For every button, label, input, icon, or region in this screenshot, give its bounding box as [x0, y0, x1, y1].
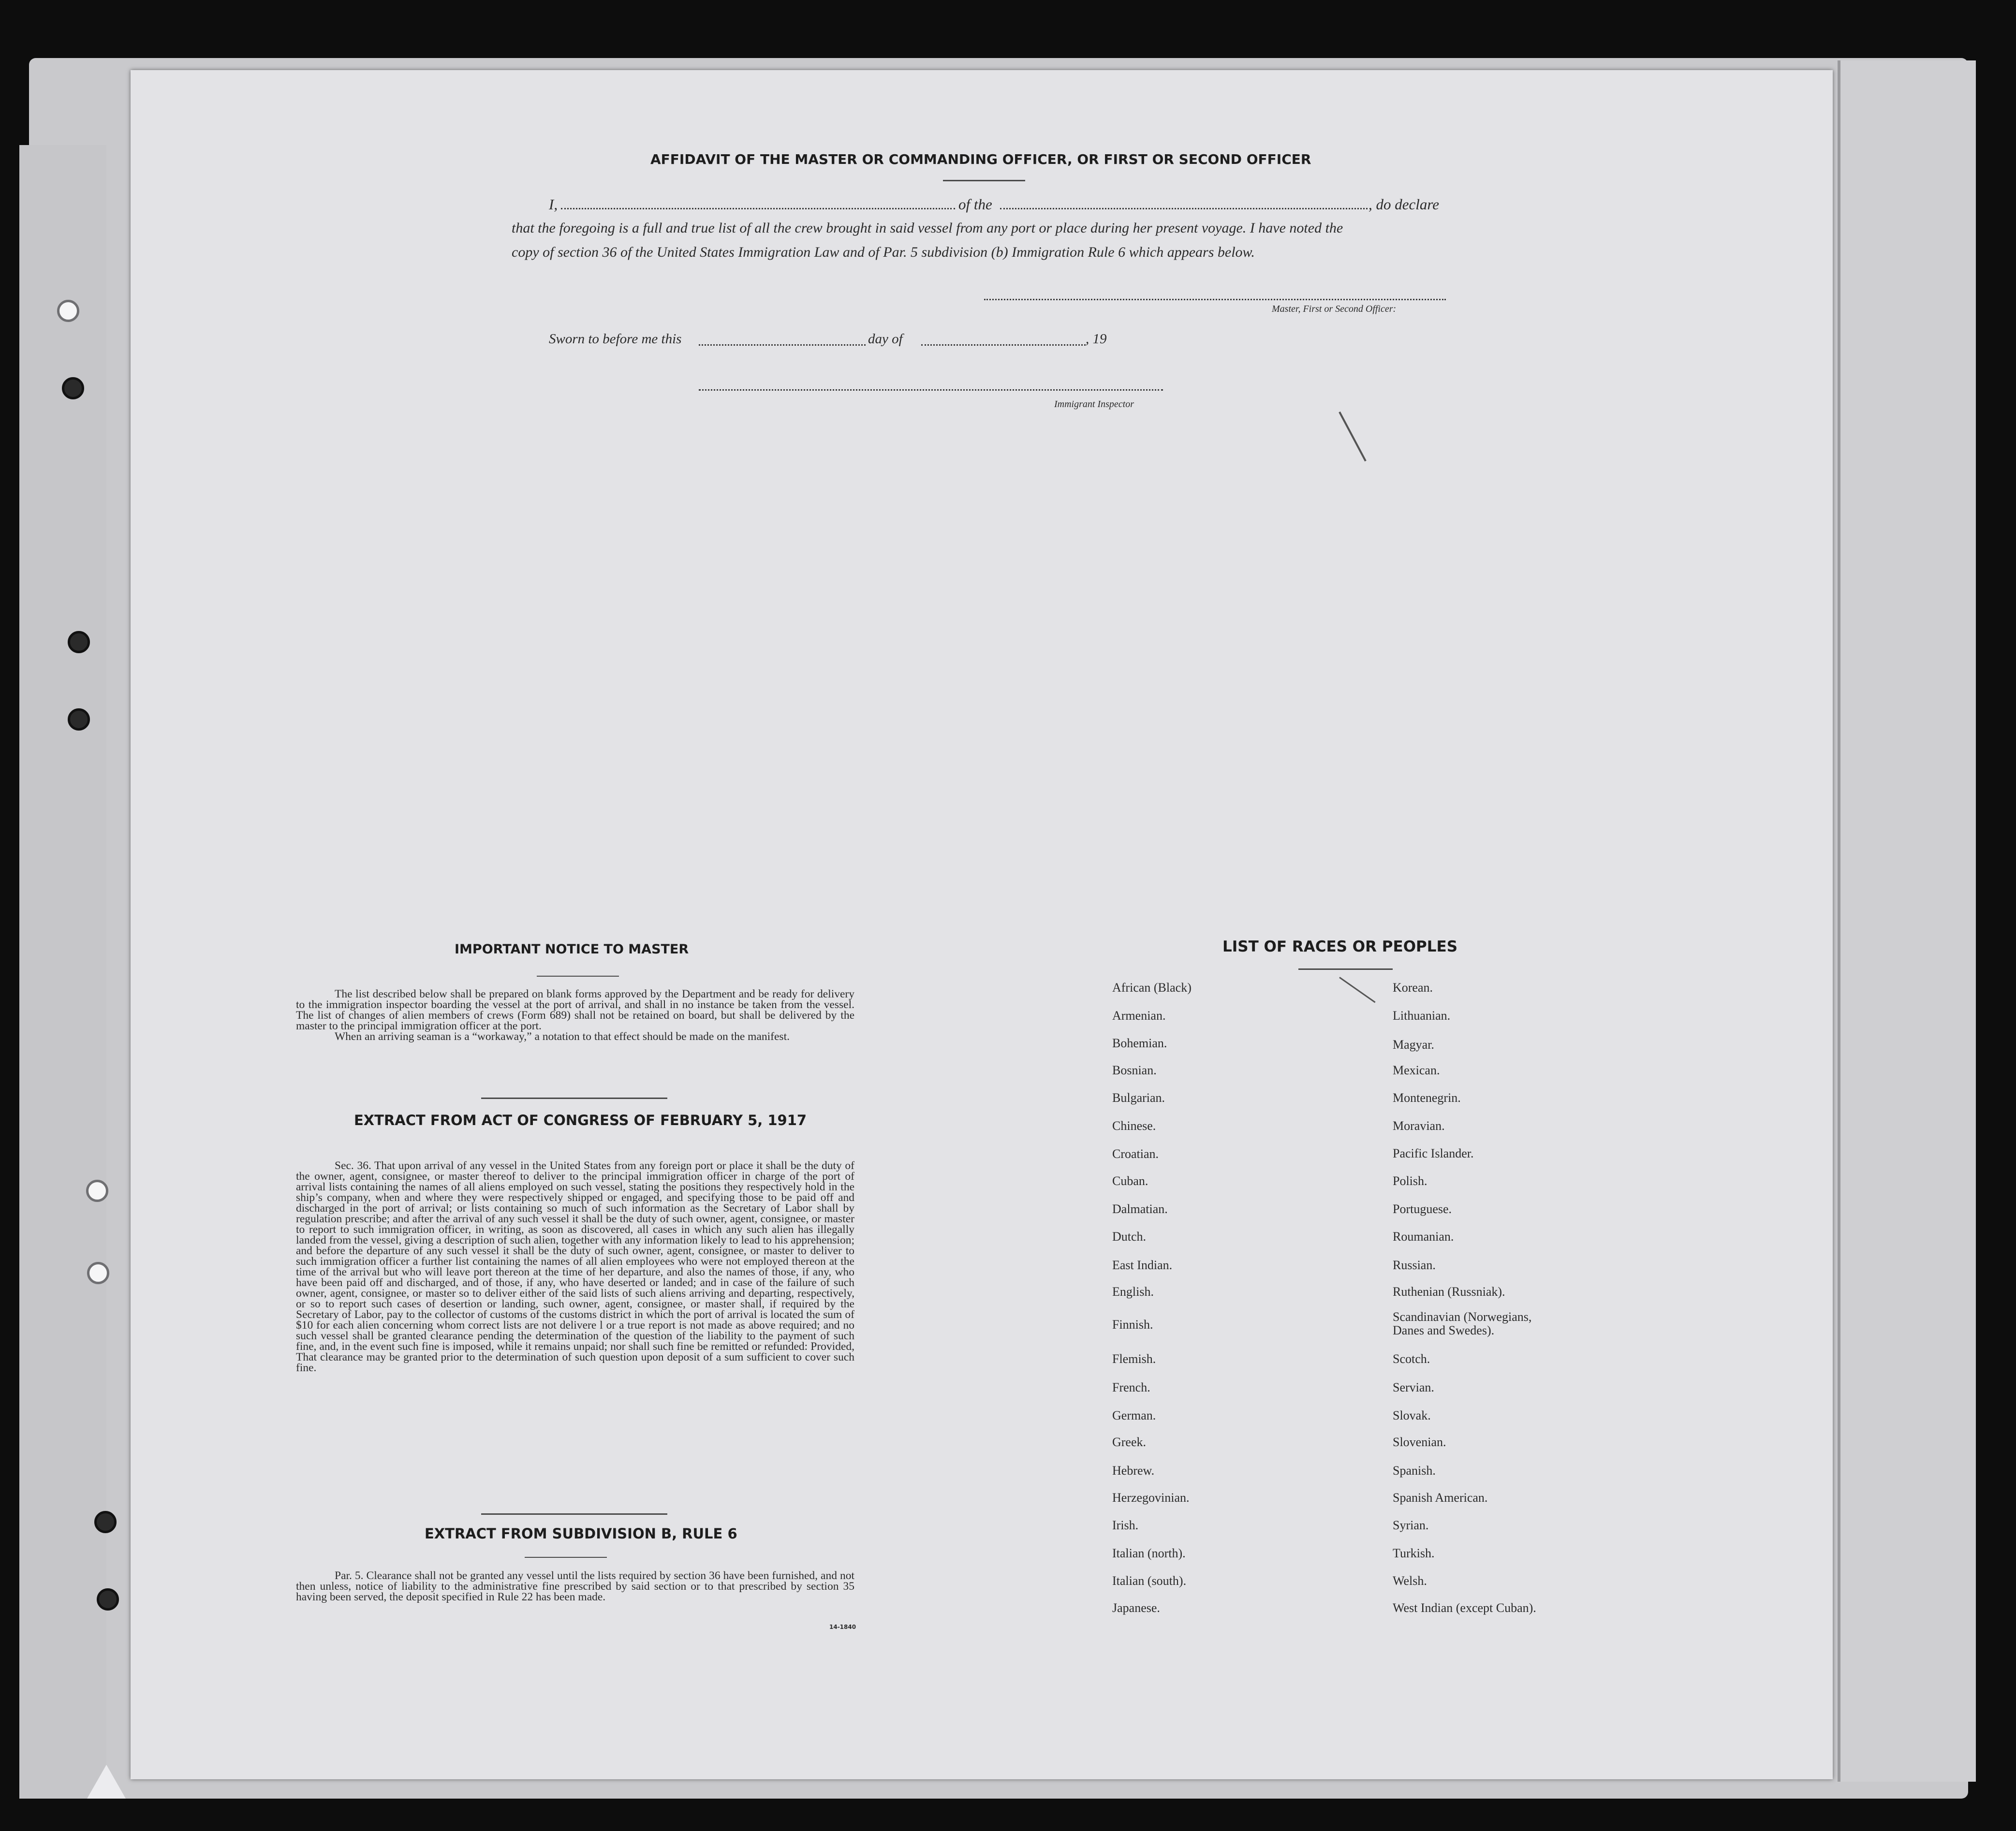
- race-item: Flemish.: [1112, 1352, 1156, 1366]
- race-item: Bosnian.: [1112, 1063, 1157, 1077]
- extract-act-text: [296, 1160, 854, 1373]
- affidavit-i-label: I,: [549, 196, 558, 213]
- binder-hole: [62, 377, 84, 399]
- race-item: Spanish American.: [1393, 1491, 1488, 1505]
- races-title-rule: [1298, 968, 1393, 970]
- race-item: Irish.: [1112, 1518, 1139, 1532]
- officer-signature-field[interactable]: [984, 299, 1446, 300]
- race-item: French.: [1112, 1380, 1150, 1394]
- notice-title: IMPORTANT NOTICE TO MASTER: [455, 942, 689, 957]
- declarant-name-field[interactable]: [561, 208, 955, 209]
- manifest-back-sheet: [131, 70, 1833, 1779]
- race-item: Italian (north).: [1112, 1546, 1186, 1560]
- sworn-month-field[interactable]: [921, 344, 1086, 346]
- race-item: Lithuanian.: [1393, 1009, 1451, 1023]
- affidavit-do-declare-label: , do declare: [1369, 196, 1440, 213]
- race-item: Cuban.: [1112, 1174, 1148, 1188]
- race-item: West Indian (except Cuban).: [1393, 1601, 1536, 1615]
- race-item: Portuguese.: [1393, 1202, 1452, 1216]
- officer-signature-caption: Master, First or Second Officer:: [1272, 304, 1397, 314]
- race-item: Polish.: [1393, 1174, 1427, 1188]
- race-item: Scotch.: [1393, 1352, 1430, 1366]
- race-item: Chinese.: [1112, 1119, 1156, 1133]
- binder-hole: [97, 1588, 119, 1611]
- notice-title-rule: [537, 976, 619, 977]
- section-divider: [481, 1098, 667, 1099]
- inspector-signature-field[interactable]: [699, 389, 1163, 391]
- race-item: Turkish.: [1393, 1546, 1435, 1560]
- race-item: Bohemian.: [1112, 1036, 1167, 1050]
- race-item: Italian (south).: [1112, 1574, 1187, 1588]
- race-item: Korean.: [1393, 981, 1433, 995]
- race-item: Croatian.: [1112, 1147, 1159, 1161]
- race-item: Ruthenian (Russniak).: [1393, 1285, 1505, 1299]
- extract-rule-text: [296, 1570, 854, 1602]
- race-item: Greek.: [1112, 1435, 1147, 1449]
- race-item: Dutch.: [1112, 1230, 1147, 1244]
- race-item: Syrian.: [1393, 1518, 1429, 1532]
- binder-hole: [68, 631, 90, 653]
- race-item: Moravian.: [1393, 1119, 1445, 1133]
- corner-triangle-mark: [87, 1765, 126, 1799]
- affidavit-title-rule: [943, 180, 1025, 181]
- extract-act-title: EXTRACT FROM ACT OF CONGRESS OF FEBRUARY 5, 1917: [354, 1112, 807, 1128]
- affidavit-statement-line-3: copy of section 36 of the United States Immigration Law and of Par. 5 subdivision (b) Immigration Rule 6 which appears below.: [512, 244, 1255, 260]
- binder-hole: [86, 1180, 108, 1202]
- race-item: Mexican.: [1393, 1063, 1440, 1077]
- race-item: Slovak.: [1393, 1408, 1431, 1422]
- race-item: Servian.: [1393, 1380, 1434, 1394]
- binder-hole: [57, 300, 79, 322]
- inspector-caption: Immigrant Inspector: [1054, 399, 1134, 410]
- race-item: Hebrew.: [1112, 1464, 1155, 1478]
- race-item: Spanish.: [1393, 1464, 1436, 1478]
- right-page-edge: [1838, 60, 1976, 1782]
- extract-rule-title: EXTRACT FROM SUBDIVISION B, RULE 6: [425, 1525, 737, 1542]
- race-item: Pacific Islander.: [1393, 1146, 1474, 1160]
- race-item: Japanese.: [1112, 1601, 1160, 1615]
- race-item: Scandinavian (Norwegians, Danes and Swedes).: [1393, 1310, 1532, 1337]
- section-divider: [481, 1513, 667, 1515]
- year-prefix-label: , 19: [1086, 331, 1107, 347]
- notice-paragraph-2: When an arriving seaman is a “workaway,” a notation to that effect should be made on the manifest.: [335, 1030, 790, 1043]
- section-36-text: Sec. 36. That upon arrival of any vessel in the United States from any foreign port or place it shall be the duty of the owner, agent, consignee, or master thereof to deliver to the principal immigration officer in charge of the port of arrival lists containing the names of all aliens employed on such vessel, stating the positions they respectively hold in the ship’s company, when and where they were respectively shipped or engaged, and specifying those to be paid off and discharged in the port of arrival; or lists containing so much of such information as the Secretary of Labor shall by regulation prescribe; and after the arrival of any such vessel it shall be the duty of such owner, agent, consignee, or master to report to such immigration officer, in writing, as soon as discovered, all cases in which any such alien has illegally landed from the vessel, giving a description of such alien, together with any information likely to lead to his apprehension; and before the departure of any such vessel it shall be the duty of such owner, agent, consignee, or master to deliver to such immigration officer a further list containing the names of all alien employees who were not employed thereon at the time of the arrival but who will leave port thereon at the time of her departure, and also the names of those, if any, who have been paid off and discharged, and of those, if any, who have deserted or landed; and in case of the failure of such owner, agent, consignee, or master so to deliver either of the said lists of such aliens arriving and departing, respectively, or so to report such cases of desertion or landing, such owner, agent, consignee, or master shall, if required by the Secretary of Labor, pay to the collector of customs of the customs district in which the port of arrival is located the sum of $10 for each alien concerning whom correct lists are not delivere l or a true report is not made as above required; and no such vessel shall be granted clearance pending the determination of the question of the liability to the payment of such fine, and, in the event such fine is imposed, while it remains unpaid; nor shall such fine be remitted or refunded: Provided, That clearance may be granted prior to the determination of such question upon deposit of a sum sufficient to cover such fine.: [296, 1159, 854, 1374]
- affidavit-title: AFFIDAVIT OF THE MASTER OR COMMANDING OFFICER, OR FIRST OR SECOND OFFICER: [650, 151, 1311, 167]
- form-number: 14-1840: [829, 1624, 856, 1630]
- vessel-name-field[interactable]: [1000, 208, 1368, 209]
- race-item: East Indian.: [1112, 1258, 1173, 1272]
- binder-hole: [87, 1262, 109, 1284]
- race-item: Russian.: [1393, 1258, 1436, 1272]
- par-5-text: Par. 5. Clearance shall not be granted any vessel until the lists required by section 36 have been furnished, and not then unless, notice of liability to the administrative fine prescribed by said section or to that prescribed by section 35 having been served, the deposit specified in Rule 22 has been made.: [296, 1569, 854, 1603]
- affidavit-statement-line-2: that the foregoing is a full and true list of all the crew brought in said vessel from any port or place during her present voyage. I have noted the: [512, 220, 1343, 236]
- race-item: Magyar.: [1393, 1038, 1434, 1052]
- race-item: Armenian.: [1112, 1009, 1166, 1023]
- race-item: Welsh.: [1393, 1574, 1427, 1588]
- notice-paragraph-1: The list described below shall be prepared on blank forms approved by the Department and be ready for delivery to the immigration inspector boarding the vessel at the port of arrival, and shall in no instance be taken from the vessel. The list of changes of alien members of crews (Form 689) shall not be retained on board, but shall be delivered by the master to the principal immigration officer at the port.: [296, 988, 854, 1032]
- notice-text: [296, 989, 854, 1042]
- day-of-label: day of: [868, 331, 903, 347]
- race-item: Herzegovinian.: [1112, 1491, 1190, 1505]
- extract-rule-title-rule: [525, 1557, 607, 1558]
- race-item: African (Black): [1112, 981, 1192, 995]
- race-item: Bulgarian.: [1112, 1091, 1165, 1105]
- binder-hole: [94, 1511, 117, 1533]
- race-item: Dalmatian.: [1112, 1202, 1168, 1216]
- races-title: LIST OF RACES OR PEOPLES: [1222, 938, 1458, 955]
- sworn-before-label: Sworn to before me this: [549, 331, 682, 347]
- race-item: German.: [1112, 1408, 1156, 1422]
- affidavit-of-the-label: of the: [958, 196, 992, 213]
- race-item: Finnish.: [1112, 1318, 1153, 1332]
- race-item: Roumanian.: [1393, 1230, 1454, 1244]
- binder-hole: [68, 708, 90, 731]
- race-item: Montenegrin.: [1393, 1091, 1461, 1105]
- race-item: Slovenian.: [1393, 1435, 1446, 1449]
- race-item: English.: [1112, 1285, 1154, 1299]
- sworn-day-field[interactable]: [699, 344, 866, 346]
